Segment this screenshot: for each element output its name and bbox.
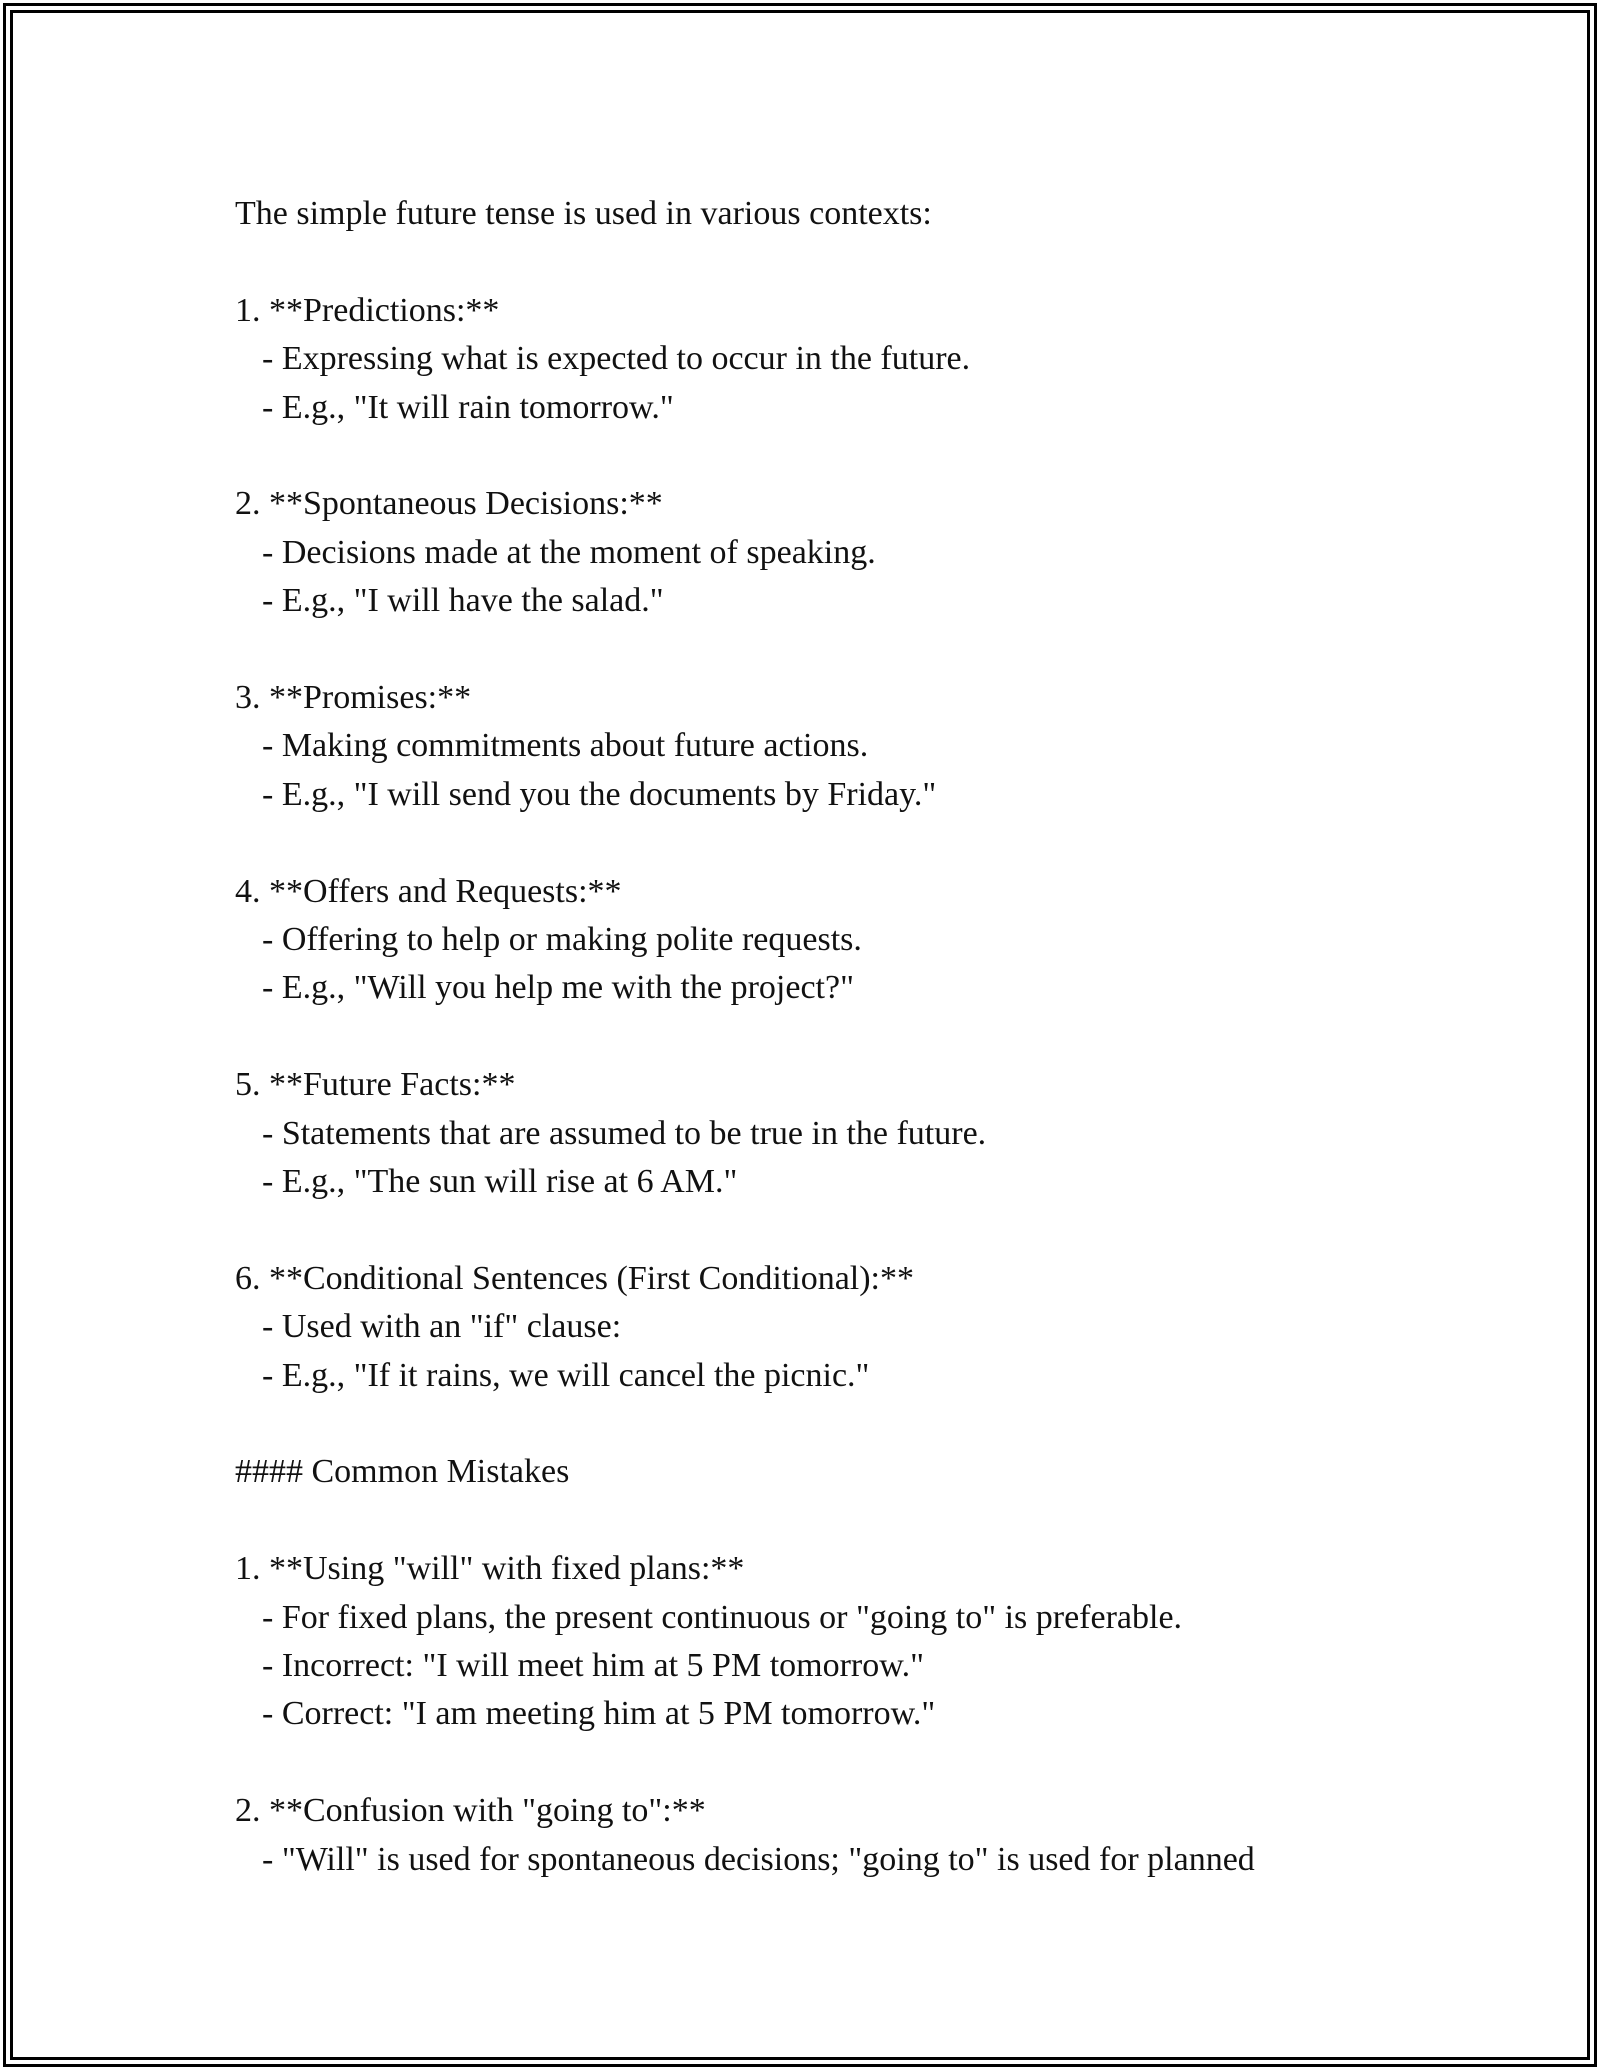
list-item-heading: 4. **Offers and Requests:** <box>235 872 622 910</box>
list-item-heading: 2. **Confusion with "going to":** <box>235 1792 706 1830</box>
blank-line <box>235 238 1535 286</box>
blank-line <box>235 626 1535 674</box>
intro-paragraph: The simple future tense is used in various contexts: <box>235 195 932 232</box>
list-item-heading: 3. **Promises:** <box>235 679 472 717</box>
section-heading: #### Common Mistakes <box>235 1453 570 1491</box>
list-subitem: - Expressing what is expected to occur in the future. <box>262 340 971 378</box>
list-subitem: - Incorrect: "I will meet him at 5 PM tomorrow." <box>262 1647 924 1685</box>
list-subitem: - Used with an "if" clause: <box>262 1308 622 1346</box>
list-subitem: - "Will" is used for spontaneous decisions; "going to" is used for planned <box>262 1840 1255 1878</box>
list-subitem: - Statements that are assumed to be true in the future. <box>262 1114 987 1152</box>
list-item-heading: 2. **Spontaneous Decisions:** <box>235 485 663 523</box>
list-item-heading: 5. **Future Facts:** <box>235 1066 516 1104</box>
list-item-heading: 1. **Using "will" with fixed plans:** <box>235 1550 745 1588</box>
list-subitem: - Offering to help or making polite requests. <box>262 921 862 959</box>
blank-line <box>235 1206 1535 1254</box>
list-subitem: - E.g., "I will have the salad." <box>262 582 664 620</box>
blank-line <box>235 1013 1535 1061</box>
list-subitem: - E.g., "It will rain tomorrow." <box>262 388 674 426</box>
list-item-heading: 6. **Conditional Sentences (First Conditional):** <box>235 1259 915 1297</box>
blank-line <box>235 432 1535 480</box>
blank-line <box>235 1739 1535 1787</box>
document-body <box>235 190 1535 1884</box>
list-subitem: - Decisions made at the moment of speaking. <box>262 533 876 571</box>
list-subitem: - E.g., "If it rains, we will cancel the picnic." <box>262 1356 870 1394</box>
list-subitem: - Making commitments about future actions. <box>262 727 869 765</box>
blank-line <box>235 1400 1535 1448</box>
list-subitem: - E.g., "Will you help me with the project?" <box>262 969 854 1007</box>
list-item-heading: 1. **Predictions:** <box>235 291 500 329</box>
list-subitem: - E.g., "I will send you the documents by Friday." <box>262 775 937 813</box>
list-subitem: - For fixed plans, the present continuous or "going to" is preferable. <box>262 1598 1183 1636</box>
list-subitem: - Correct: "I am meeting him at 5 PM tomorrow." <box>262 1695 936 1733</box>
blank-line <box>235 1497 1535 1545</box>
list-subitem: - E.g., "The sun will rise at 6 AM." <box>262 1163 738 1201</box>
blank-line <box>235 819 1535 867</box>
